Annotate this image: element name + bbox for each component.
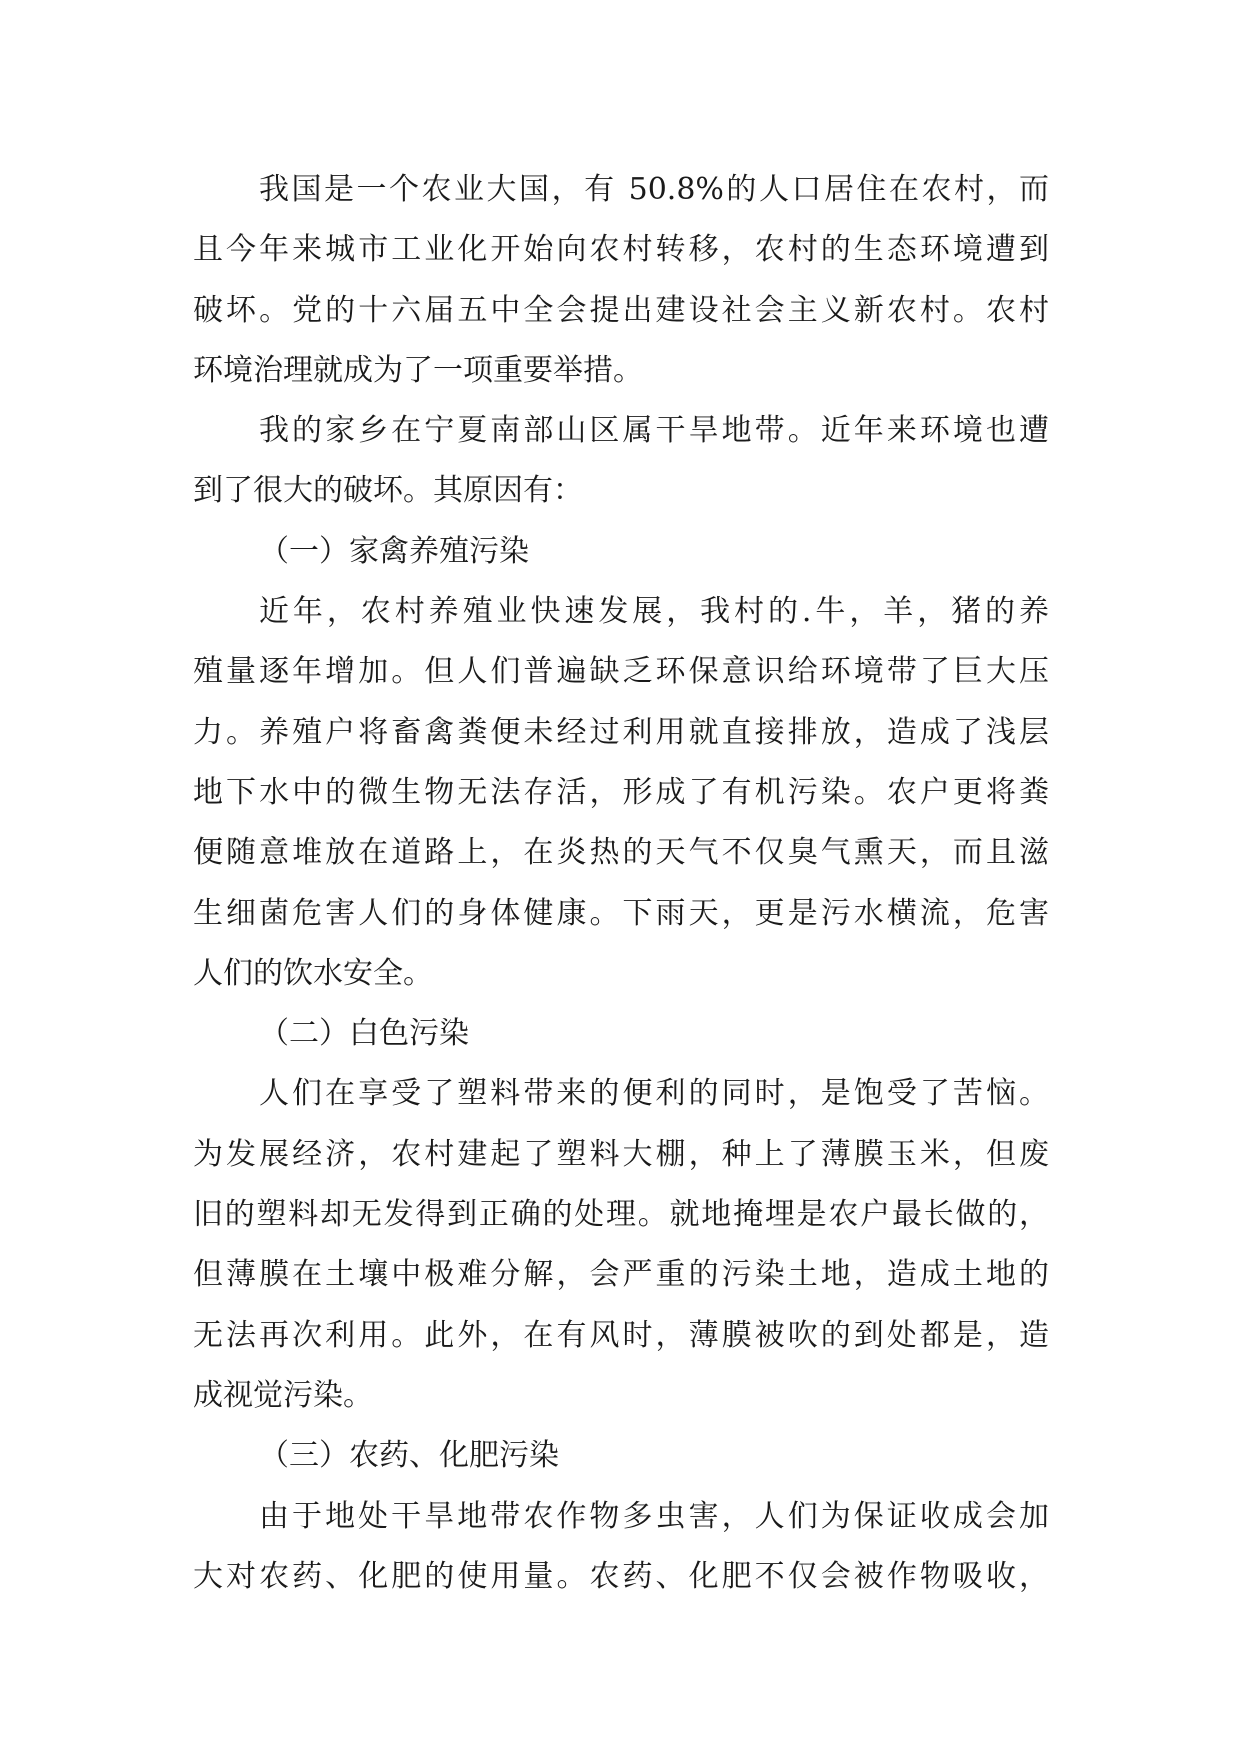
paragraph-line: 无法再次利用。此外，在有风时，薄膜被吹的到处都是，造 [193,1317,1049,1353]
paragraph-line: 环境治理就成为了一项重要举措。 [193,352,643,388]
paragraph-line: 人们在享受了塑料带来的便利的同时，是饱受了苦恼。 [259,1076,1049,1112]
section-heading: （一）家禽养殖污染 [259,533,529,569]
paragraph-line: 为发展经济，农村建起了塑料大棚，种上了薄膜玉米，但废 [193,1136,1049,1172]
paragraph-line: 生细菌危害人们的身体健康。下雨天，更是污水横流，危害 [193,895,1049,931]
paragraph-line: 近年，农村养殖业快速发展，我村的.牛，羊，猪的养 [259,594,1049,630]
paragraph-line: 我的家乡在宁夏南部山区属干旱地带。近年来环境也遭 [259,413,1049,449]
paragraph-line: 但薄膜在土壤中极难分解，会严重的污染土地，造成土地的 [193,1257,1049,1293]
paragraph-line: 成视觉污染。 [193,1377,373,1413]
paragraph-line: 殖量逐年增加。但人们普遍缺乏环保意识给环境带了巨大压 [193,654,1049,690]
section-heading: （二）白色污染 [259,1016,469,1052]
body-text [193,160,1049,1607]
paragraph-line: 大对农药、化肥的使用量。农药、化肥不仅会被作物吸收， [193,1558,1049,1594]
paragraph-line: 人们的饮水安全。 [193,955,433,991]
paragraph-line: 地下水中的微生物无法存活，形成了有机污染。农户更将粪 [193,774,1049,810]
paragraph-line: 力。养殖户将畜禽粪便未经过利用就直接排放，造成了浅层 [193,714,1049,750]
paragraph-line: 且今年来城市工业化开始向农村转移，农村的生态环境遭到 [193,232,1049,268]
paragraph-line: 便随意堆放在道路上，在炎热的天气不仅臭气熏天，而且滋 [193,835,1049,871]
paragraph-line: 到了很大的破坏。其原因有： [193,473,583,509]
paragraph-line: 由于地处干旱地带农作物多虫害，人们为保证收成会加 [259,1498,1049,1534]
paragraph-line: 破坏。党的十六届五中全会提出建设社会主义新农村。农村 [193,292,1049,328]
paragraph-line: 我国是一个农业大国，有 50.8%的人口居住在农村，而 [259,172,1049,207]
paragraph-line: 旧的塑料却无发得到正确的处理。就地掩埋是农户最长做的， [193,1197,1049,1233]
section-heading: （三）农药、化肥污染 [259,1438,559,1474]
